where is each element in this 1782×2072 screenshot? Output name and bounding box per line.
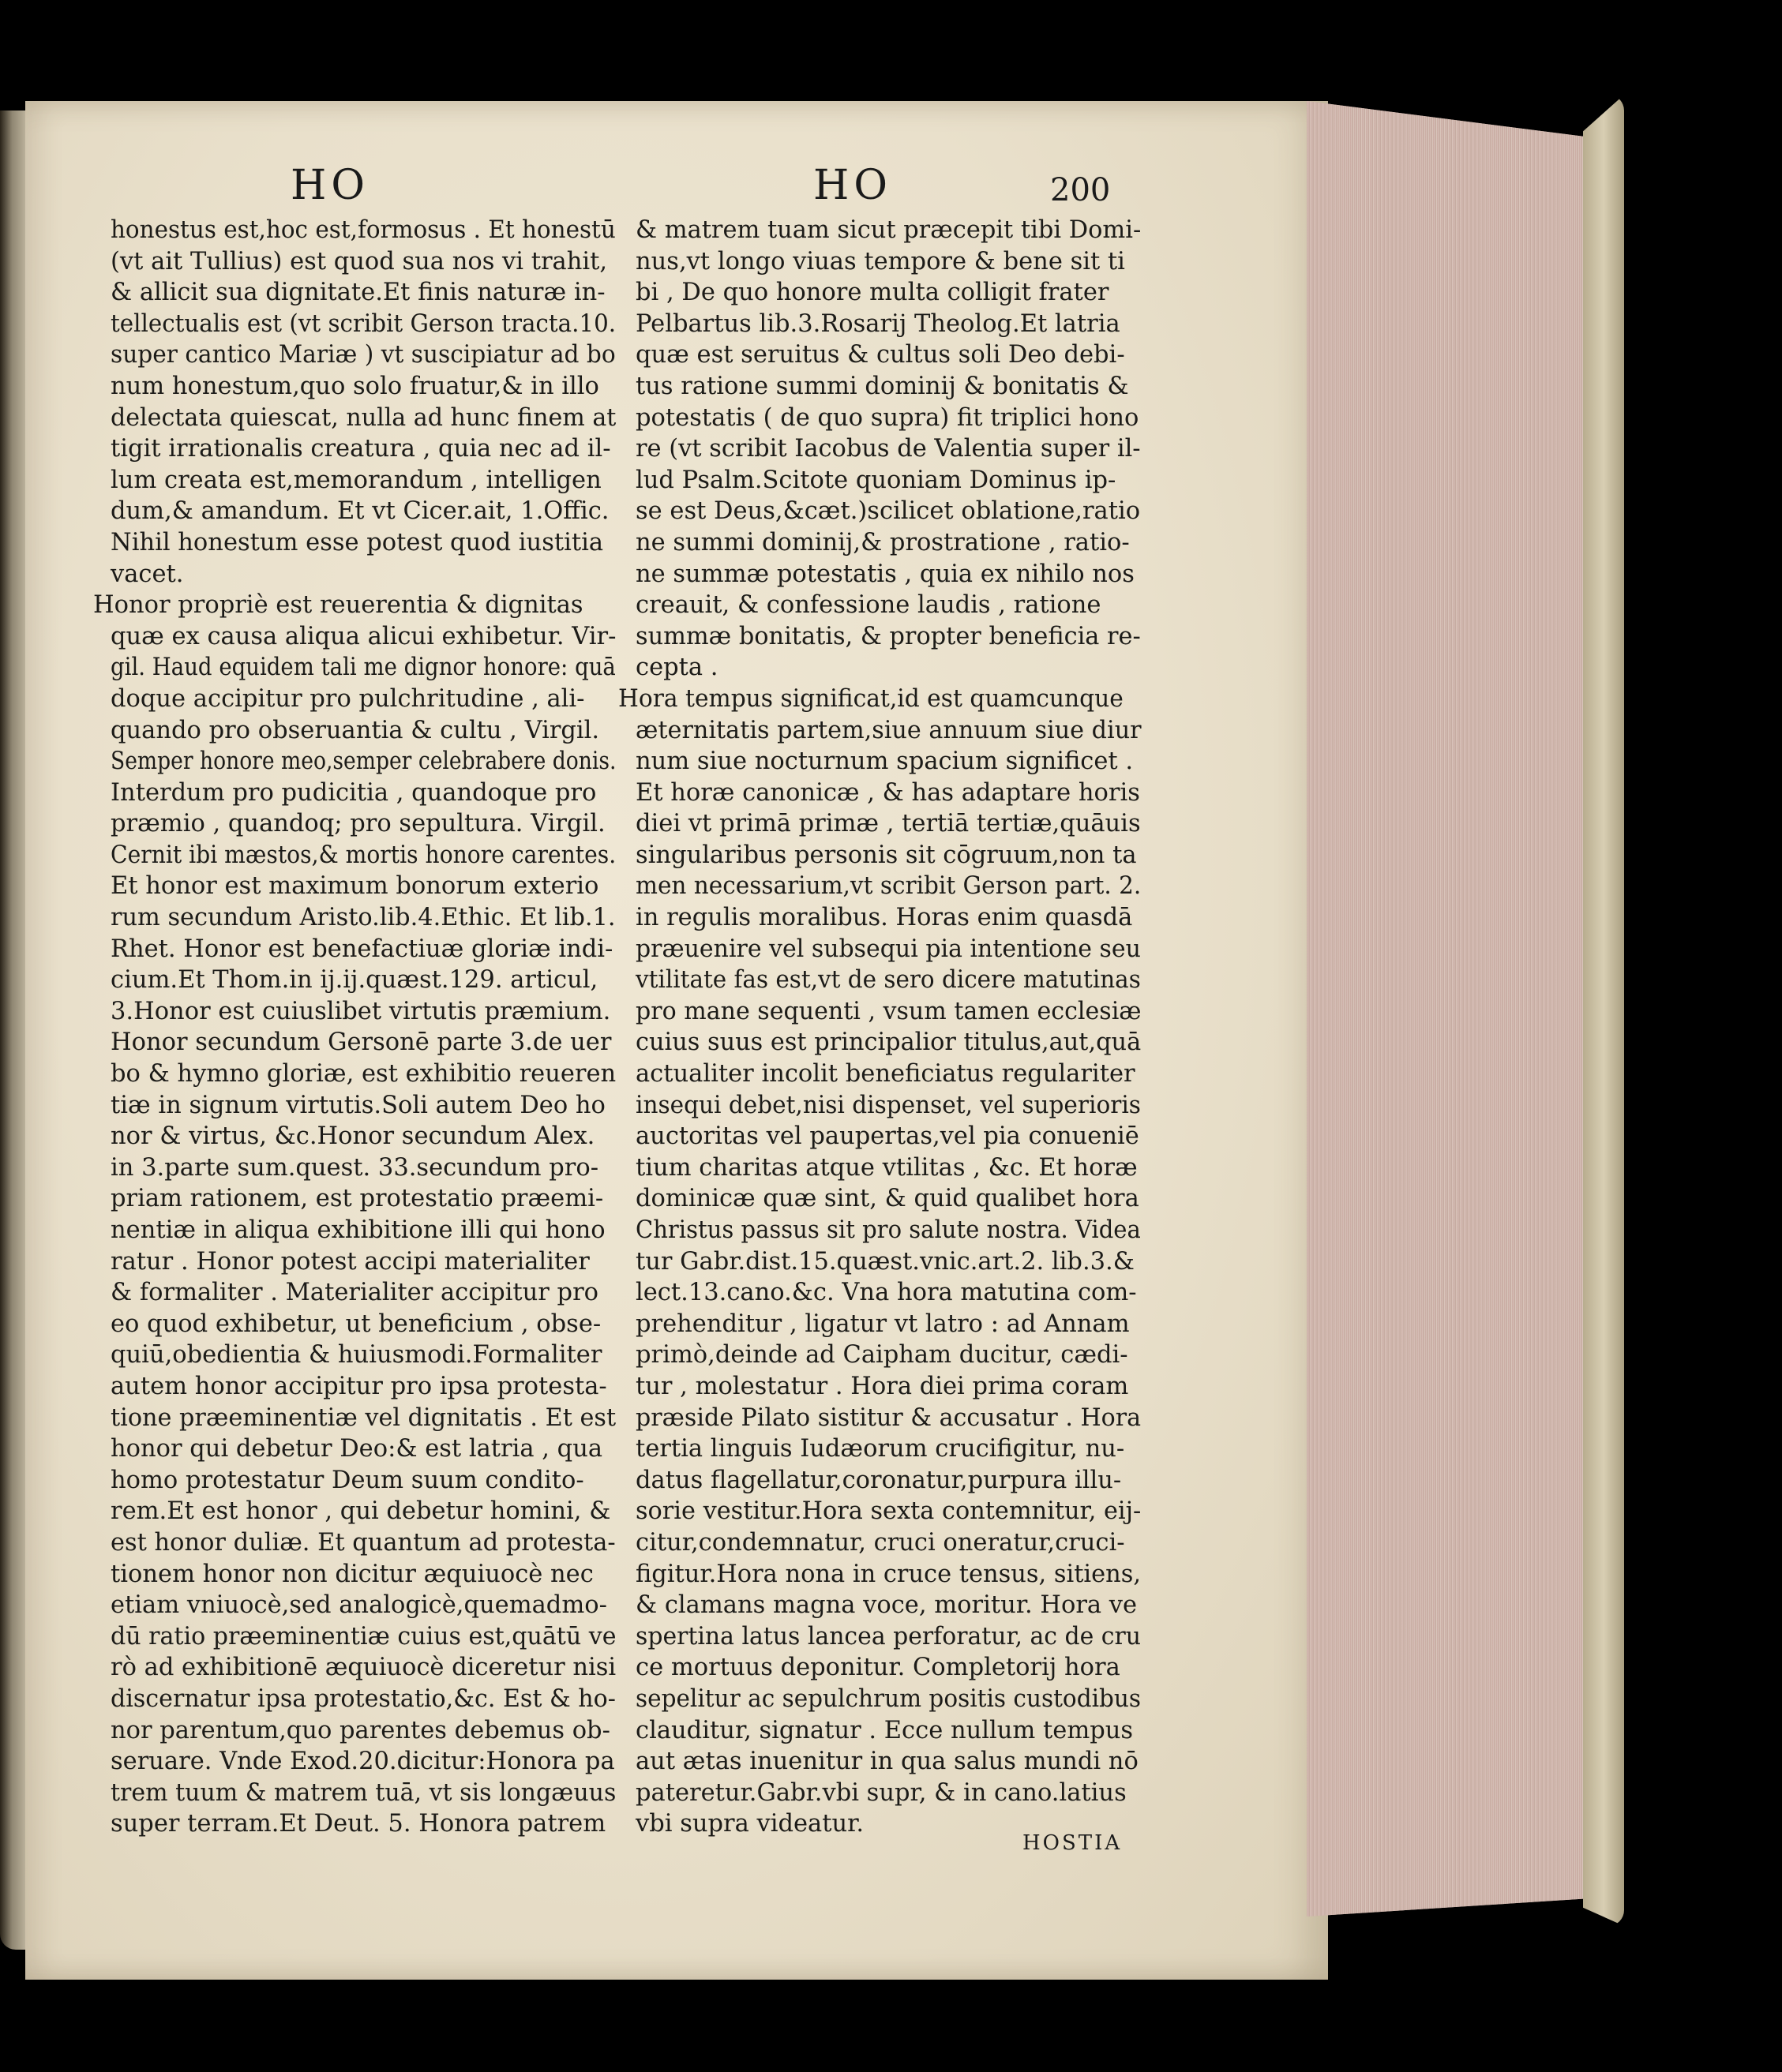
text-line: & clamans magna voce, moritur. Hora ve [636, 1591, 1138, 1620]
text-line: in 3.parte sum.quest. 33.secundum pro- [111, 1153, 599, 1182]
text-line: figitur.Hora nona in cruce tensus, sitiens, [636, 1560, 1142, 1588]
text-line: (vt ait Tullius) est quod sua nos vi trahit, [111, 247, 608, 275]
text-line: rum secundum Aristo.lib.4.Ethic. Et lib.1. [111, 904, 616, 932]
text-line: tur Gabr.dist.15.quæst.vnic.art.2. lib.3.& [636, 1247, 1135, 1276]
text-line: discernatur ipsa protestatio,&c. Est & ho- [111, 1684, 616, 1713]
running-header-right: HO [813, 162, 892, 209]
text-line: lect.13.cano.&c. Vna hora matutina com- [636, 1279, 1137, 1307]
text-line: super terram.Et Deut. 5. Honora patrem [111, 1810, 606, 1838]
text-line: potestatis ( de quo supra) fit triplici hono [636, 403, 1139, 432]
text-line: primò,deinde ad Caipham ducitur, cædi- [636, 1341, 1128, 1369]
text-line: in regulis moralibus. Horas enim quasdā [636, 904, 1133, 932]
text-line: trem tuum & matrem tuā, vt sis longæuus [111, 1778, 617, 1807]
text-line: vbi supra videatur. [636, 1810, 865, 1838]
text-column-right [618, 215, 1166, 1840]
text-line: vacet. [111, 560, 184, 588]
page-number: 200 [1050, 172, 1111, 208]
text-line: insequi debet,nisi dispenset, vel superioris [636, 1091, 1141, 1119]
text-line: eo quod exhibetur, ut beneficium , obse- [111, 1310, 602, 1338]
text-line: Hora tempus significat,id est quamcunque [618, 684, 1124, 713]
text-line: homo protestatur Deum suum condito- [111, 1466, 584, 1494]
text-line: Cernit ibi mæstos,& mortis honore carentes. [111, 841, 617, 869]
text-line: tellectualis est (vt scribit Gerson tracta.10. [111, 309, 617, 338]
text-line: priam rationem, est protestatio præemi- [111, 1185, 604, 1213]
book-cover-edge [1583, 95, 1624, 1926]
text-line: nentiæ in aliqua exhibitione illi qui hono [111, 1216, 606, 1244]
text-line: num siue nocturnum spacium significet . [636, 747, 1134, 776]
text-line: Christus passus sit pro salute nostra. Videa [636, 1216, 1141, 1244]
text-line: aut ætas inuenitur in qua salus mundi nō [636, 1748, 1139, 1776]
text-line: lum creata est,memorandum , intelligen [111, 466, 602, 494]
text-line: præmio , quandoq; pro sepultura. Virgil. [111, 810, 606, 838]
text-line: creauit, & confessione laudis , ratione [636, 591, 1101, 620]
text-line: tione præeminentiæ vel dignitatis . Et est [111, 1403, 617, 1432]
text-line: quæ est seruitus & cultus soli Deo debi- [636, 341, 1125, 369]
text-line: & allicit sua dignitate.Et finis naturæ in- [111, 279, 606, 307]
text-line: honestus est,hoc est,formosus . Et honestū [111, 216, 616, 244]
text-line: tus ratione summi dominij & bonitatis & [636, 372, 1129, 400]
running-header-left: HO [291, 162, 370, 209]
text-line: vtilitate fas est,vt de sero dicere matutinas [636, 966, 1141, 995]
text-line: dū ratio præeminentiæ cuius est,quātū ve [111, 1622, 617, 1650]
text-line: men necessarium,vt scribit Gerson part. 2. [636, 872, 1142, 901]
text-line: tionem honor non dicitur æquiuocè nec [111, 1560, 594, 1588]
catchword: HOSTIA [1022, 1831, 1123, 1855]
text-line: sorie vestitur.Hora sexta contemnitur, eij- [636, 1497, 1142, 1526]
text-line: ne summi dominij,& prostratione , ratio- [636, 528, 1130, 556]
text-line: super cantico Mariæ ) vt suscipiatur ad bo [111, 341, 616, 369]
text-line: tertia linguis Iudæorum crucifigitur, nu- [636, 1435, 1125, 1463]
text-line: quiū,obedientia & huiusmodi.Formaliter [111, 1341, 602, 1369]
text-line: æternitatis partem,siue annuum siue diur [636, 716, 1142, 744]
text-line: ne summæ potestatis , quia ex nihilo nos [636, 560, 1135, 588]
text-line: re (vt scribit Iacobus de Valentia super il- [636, 435, 1141, 463]
text-line: præside Pilato sistitur & accusatur . Hora [636, 1403, 1142, 1432]
text-line: Nihil honestum esse potest quod iustitia [111, 528, 604, 556]
text-line: gil. Haud equidem tali me dignor honore: quā [111, 654, 616, 682]
text-line: seruare. Vnde Exod.20.dicitur:Honora pa [111, 1748, 615, 1776]
text-line: clauditur, signatur . Ecce nullum tempus [636, 1716, 1134, 1744]
text-line: honor qui debetur Deo:& est latria , qua [111, 1435, 603, 1463]
text-line: actualiter incolit beneficiatus regulariter [636, 1060, 1135, 1088]
text-line: Rhet. Honor est benefactiuæ gloriæ indi- [111, 935, 613, 963]
text-line: rò ad exhibitionē æquiuocè diceretur nisi [111, 1654, 617, 1682]
text-line: tium charitas atque vtilitas , &c. Et horæ [636, 1153, 1138, 1182]
text-line: citur,condemnatur, cruci oneratur,cruci- [636, 1528, 1125, 1557]
text-line: dum,& amandum. Et vt Cicer.ait, 1.Offic. [111, 497, 610, 526]
text-line: tigit irrationalis creatura , quia nec ad il- [111, 435, 611, 463]
text-line: Pelbartus lib.3.Rosarij Theolog.Et latria [636, 309, 1120, 338]
text-line: auctoritas vel paupertas,vel pia conueniē [636, 1122, 1139, 1151]
text-line: nor parentum,quo parentes debemus ob- [111, 1716, 610, 1744]
text-column-left [93, 215, 691, 1840]
text-line: Et honor est maximum bonorum exterio [111, 872, 599, 901]
text-line: tiæ in signum virtutis.Soli autem Deo ho [111, 1091, 606, 1119]
text-line: doque accipitur pro pulchritudine , ali- [111, 684, 585, 713]
text-line: bi , De quo honore multa colligit frater [636, 279, 1109, 307]
text-line: singularibus personis sit cōgruum,non ta [636, 841, 1137, 869]
text-line: prehenditur , ligatur vt latro : ad Annam [636, 1310, 1130, 1338]
text-line: datus flagellatur,coronatur,purpura illu- [636, 1466, 1122, 1494]
text-line: ratur . Honor potest accipi materialiter [111, 1247, 590, 1276]
text-line: summæ bonitatis, & propter beneficia re- [636, 622, 1141, 650]
text-line: est honor duliæ. Et quantum ad protesta- [111, 1528, 616, 1557]
text-line: num honestum,quo solo fruatur,& in illo [111, 372, 599, 400]
text-line: diei vt primā primæ , tertiā tertiæ,quāuis [636, 810, 1141, 838]
text-line: pro mane sequenti , vsum tamen ecclesiæ [636, 997, 1142, 1025]
text-line: dominicæ quæ sint, & quid qualibet hora [636, 1185, 1139, 1213]
text-line: bo & hymno gloriæ, est exhibitio reueren [111, 1060, 617, 1088]
text-line: se est Deus,&cæt.)scilicet oblatione,ratio [636, 497, 1141, 526]
text-line: nor & virtus, &c.Honor secundum Alex. [111, 1122, 595, 1151]
text-line: Honor propriè est reuerentia & dignitas [93, 591, 583, 620]
text-line: quæ ex causa aliqua alicui exhibetur. Vir- [111, 622, 617, 650]
text-line: tur , molestatur . Hora diei prima coram [636, 1372, 1129, 1400]
text-line: cium.Et Thom.in ij.ij.quæst.129. articul, [111, 966, 598, 995]
text-line: nus,vt longo viuas tempore & bene sit ti [636, 247, 1125, 275]
text-line: spertina latus lancea perforatur, ac de cru [636, 1622, 1142, 1650]
text-line: Interdum pro pudicitia , quandoque pro [111, 778, 597, 807]
text-line: Semper honore meo,semper celebrabere donis. [111, 747, 617, 776]
text-line: cepta . [636, 654, 718, 682]
text-line: quando pro obseruantia & cultu , Virgil. [111, 716, 600, 744]
text-line: rem.Et est honor , qui debetur homini, & [111, 1497, 611, 1526]
text-line: 3.Honor est cuiuslibet virtutis præmium. [111, 997, 611, 1025]
text-line: etiam vniuocè,sed analogicè,quemadmo- [111, 1591, 607, 1620]
text-line: pateretur.Gabr.vbi supr, & in cano.latius [636, 1778, 1127, 1807]
text-line: præuenire vel subsequi pia intentione seu [636, 935, 1141, 963]
text-line: sepelitur ac sepulchrum positis custodibus [636, 1684, 1142, 1713]
text-line: Honor secundum Gersonē parte 3.de uer [111, 1029, 612, 1057]
page-edges [1307, 101, 1591, 1917]
text-line: Et horæ canonicæ , & has adaptare horis [636, 778, 1140, 807]
text-line: & formaliter . Materialiter accipitur pro [111, 1279, 599, 1307]
text-line: delectata quiescat, nulla ad hunc finem at [111, 403, 617, 432]
text-line: ce mortuus deponitur. Completorij hora [636, 1654, 1120, 1682]
text-line: cuius suus est principalior titulus,aut,quā [636, 1029, 1142, 1057]
text-line: & matrem tuam sicut præcepit tibi Domi- [636, 216, 1142, 244]
text-line: lud Psalm.Scitote quoniam Dominus ip- [636, 466, 1116, 494]
text-line: autem honor accipitur pro ipsa protesta- [111, 1372, 607, 1400]
